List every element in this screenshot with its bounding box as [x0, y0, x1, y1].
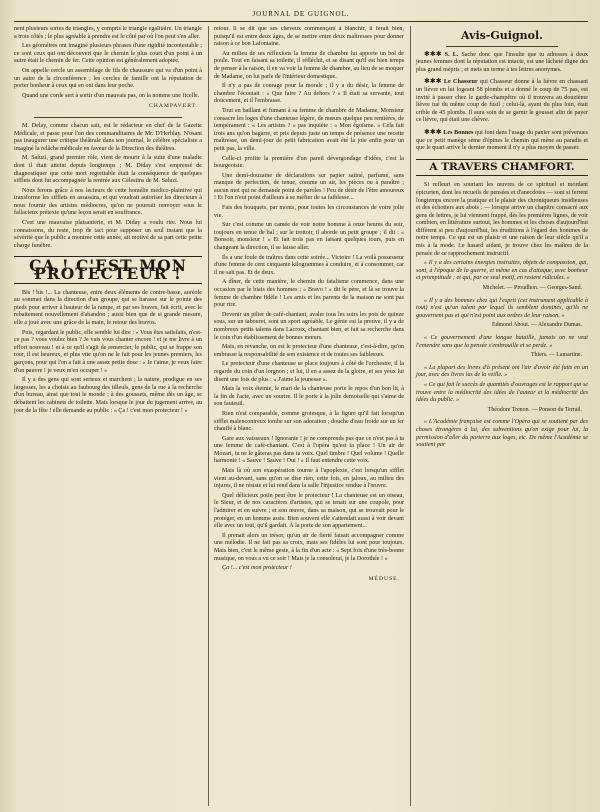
header-rule: [14, 21, 588, 22]
column-2: [208, 26, 404, 806]
star-ornament: ✱✱✱: [424, 77, 442, 86]
paragraph: retour. Il se dit que ses cheveux commençant à blanchir, il ferait bien, puisqu'il est entre deux âges, de se mettre entre deux maîtresses pour donner raison à ce bon Lafontaine.: [214, 26, 404, 48]
paragraph: Il n'y a pas de courage pour la morale ; il y a du désir, la femme de chambre l'écoutait : « Que faire ? Au dehors ? » Il était sa servante, tout doucement, et il l'embrasse.: [214, 83, 404, 105]
notice-text: Sache donc que l'insulte que tu adresses à deux jeunes femmes dont la réputation est intacte, est une lâcheté digne des plus grand mépris ; et mets un terme à tes lettres anonymes.: [416, 51, 588, 73]
notice-label: Les Bonnes: [443, 128, 474, 136]
paragraph: Nous ferons grâce à nos lecteurs de cette homélie médico-plaintive qui transforme les sifflets en assassins, et qui voudrait autoriser les directeurs à nous fournir des artistes médiocres, qu'on ne pourrait renvoyer sous le fallacieux prétexte qu'une leçon serait en souffrance.: [14, 187, 202, 217]
paragraph: Ça !... c'est mon protecteur !: [222, 565, 292, 572]
paragraph: Mais la voix éteinte, le mari de la chanteuse porte le repos d'un bon lit, à la fin de l'acte, avec un sourire. Il le porte à la jolie demoiselle qui s'aime de son fauteuil.: [214, 386, 404, 408]
notice-text: qui font dans l'usage du panier sont prévenues que ce petit manège sème d'épines le chemin qui mène au paradis et que le quart arrive le dernier moment il n'y a plus moyen de passer.: [416, 129, 588, 152]
paragraph: A dîner, de cette manière, le chemin du fatalisme commence, dans une occasion par le biais des hommes ; « Bravo ! » dit le père, et là se trouve la femme de chambre fidèle ! Les amis et les parents de la maison ne sont pas pour rire.: [214, 279, 404, 309]
quotation: « Ce qui fait le succès de quantités d'ouvrages est le rapport qui se trouve entre la médiocrité des idées de l'auteur et la médiocrité des idées du public. »: [416, 381, 588, 404]
quotation: « L'Académie française est comme l'Opéra qui se soutient par des choses étrangères à lui, des subventions qu'on exige pour lui, la permission d'aller du parterre aux loges, etc. De même l'Académie se soutient par: [416, 419, 588, 449]
paragraph: Au milieu de ses réflexions la femme de chambre lui apporte un bol de poule. Tout en faisant sa toilette, il réfléchit, et se disant qu'il est bien temps de penser à la raison, il en va voir la femme de chambre, au lieu de se moquer de Madame, on lui parle de l'intérieur domestique.: [214, 50, 404, 80]
paragraph: Bis ! bis !... La chanteuse, entre deux éléments de contre-basse, auréole au sommet dans la direction d'un groupe, qui se harasse sur le pointe des pieds pour arriver à hauteur de la rampe, et par ses braves, fait écrit, avec le rebattement nouvellement d'abandon ; aussi bien que de si grande mesure, elle a joué avec une grâce de la main, le retour des bravos.: [14, 289, 202, 326]
paragraph: Quand une corde sert à sortir d'un mauvais pas, on la nomme une ficelle.: [22, 92, 200, 99]
paragraph: Tout en baillant et fumant à sa femme de chambre de Madame, Monsieur consacre les loges d'une chanteuse légère, de mœurs quelque peu rentières, de tempérament : « Les artistes ? » pas inquiète : « Mon égoïsme. » Cela fait trois ans qu'on bagarre, et pris depuis juste un temps de présence une recette maîtresse, un demi-jour de petit fabrication avait été la joie enfin pour un petit pas, la ville.: [214, 107, 404, 152]
signature: CHAMPAVERT.: [149, 103, 198, 110]
paragraph: Une demi-douzaine de déclarations sur papier satiné, parfumé, sans manque de perfection, de tenue, comme un air, les pièces ou à paraître ; aucun mot qui ne demande point de paroles ! Peu de désir de l'être amoureux ! Et l'on n'eut point d'ailleurs à se méfier de sa faiblesse...: [214, 172, 404, 202]
paragraph: C'est une mauvaise plaisanterie, et M. Diday a voulu rire. Nous lui connaissons, du reste, trop de tact pour supposer un seul instant que la sévérité que le public a montrée cette année, ait motivé de sa part cette petite charge funèbre.: [14, 220, 202, 249]
signature: MÉDUSE.: [368, 575, 400, 582]
paragraph: Sur c'est comme un camée de voir notre homme à onze heures du soir, toujours en tenue de bal ; sur le trottoir, il aborde un petit groupe ; il dit : « Bonsoir, monsieur ! » Et fait trois pas en faisant quelques tours, puis en changeant la direction, il se laisse aller.: [214, 222, 404, 252]
star-ornament: ✱✱✱: [424, 127, 442, 136]
paragraph: Mais là où son exaspération tourne à l'apoplexie, c'est lorsqu'un sifflet vient au-devant, sans qu'on se dise rien, cette fois, en jaloux, au milieu des injures, il ne résiste et lui rend dans la salle l'injustice rendue à l'œuvre.: [214, 468, 404, 490]
quotation-authors: Théodore Trenon. — Ponson du Terrail.: [487, 406, 582, 413]
quotation-authors: Edmond About. — Alexandre Dumas.: [492, 322, 582, 329]
quotation: « Ce gouvernement d'une longue bataille, jamais on ne veut l'entendre sans que la pensée s'embrouille et se perde. »: [416, 335, 588, 349]
section-title: ÇA ! C'EST MON PROTECTEUR !: [14, 256, 202, 283]
paragraph: Il prenait alors un trésor, qu'un air de fierté faisait accompagner comme une mélodie. Il ne fait pas sa croix, mais ses fidèles lui sont pour toujours. Mais bien, c'est le même geste, à la fin d'un acte : « Sept fois d'une très-bonne musique, on vous a vu ce soir ! Mais je la consolerai, je la Dorothée ! »: [214, 532, 404, 562]
paragraph: Devenir un pilier de café-chantant, avaler tous les soirs les pots de quinze sous, sur un tabouret, sont un sport agréable. Le génie est la preuve, il y a de nombreux petits talents dans Lacroix, chantant bien, et fait sa recherche dans le coin d'un établissement de bonnes mœurs.: [214, 311, 404, 341]
quotation: « Il y a des hommes chez qui l'esprit (cet instrument applicable à tout) n'est qu'un talent par lequel ils semblent dominés, qu'ils ne gouvernent pas et qui n'est point aux ordres de leur raison. »: [416, 297, 588, 319]
separator: [446, 46, 558, 47]
paragraph: M. Delay, comme chacun sait, est le rédacteur en chef de la Gazette Médicale, et passe pour l'un des commanditaires de Mr. D'Herblay. N'osant pas inaugurer une critique théâtrale dans son journal, le célèbre spécialiste a imaginé la relâche médicale en faveur de la Direction des théâtres.: [14, 122, 202, 152]
paragraph: Mais, en revanche, on est le protecteur d'une chanteuse, c'est-à-dire, qu'on embrasse la responsabilité de son existence et de toutes ses faiblesses.: [214, 344, 404, 358]
paragraph: Si refleuri en souriant les œuvres de ce spirituel et mordant épicurien, dont les recueils de pensées et d'anecdotes — sont si ferrent longtemps encore la pratique et le plaisir des chroniqueurs insidieuses et des échotiers aux abois ; — lorsque arrive un chapitre consacré aux gens de lettres, je lui viennent frappé, dès les premières lignes, de voir combien, en littérature surtout, les hommes et les choses d'aujourd'hui diffèrent si peu d'aujourd'hui, les éruditions à l'égard des hommes de notre temps. Ce qui est un plaisir et une raison de leur siècle qu'il a mis à la mode. Le hasard aidant, je trouve chez les maîtres de la pensée de ce rapprochement instructif.: [416, 182, 588, 257]
quotation-authors: Thiers. — Lamartine.: [530, 352, 582, 359]
quotation: « Il y a des certains énergies instruites, objets de compassion, qui, sont, à l'époque de la guerre, et même en cas d'attaque, avec bonheur et promptitude ; et qui, par ce seul motif, en restent ridicules. »: [416, 260, 588, 282]
paragraph: Fais des bouquets, par monts, pour toutes les circonstances de votre jolie vie.: [214, 205, 404, 219]
section-title: A TRAVERS CHAMFORT.: [416, 159, 588, 177]
notice-label: S. L.: [444, 50, 459, 58]
avis-guignol-title: Avis-Guignol.: [460, 29, 544, 42]
column-1: [14, 26, 202, 806]
notice: [416, 129, 588, 153]
paragraph: Puis, regardant le public, elle semble lui dire : « Vous êtes satisfaits, n'est-ce pas ? vous voulez bien ? Je vais vous chanter encore ! et je me livre à un effort nouveau ! et à ce qu'il s'agit de remercier, le public, qui se frappe son tour, il est heureux, et plus vite qu'on ne le fait pour les jeunes premiers, les garçons, pour qui l'on a fait à une assez petite dose : « Je t'aime, je veux faire d'un pauvre ! je veux m'en occuper ! »: [14, 329, 202, 374]
quotation-authors: Michelet. — Proudhon. — Georges-Sand.: [482, 285, 582, 292]
notice: [416, 51, 588, 75]
quotation: « La plupart des livres d'à présent ont l'air d'avoir été faits en un jour, avec des livres lus de la veille. »: [416, 364, 588, 379]
star-ornament: ✱✱✱: [424, 49, 442, 58]
paragraph: Les géomètres ont imaginé plusieurs phrases d'une rigidité incontestable ; ce sont ceux qui ont découvert que le chemin le plus court d'un point à un autre était le chemin de fer. Cette opinion est généralement adoptée.: [14, 43, 202, 65]
running-header: JOURNAL DE GUIGNOL.: [252, 10, 350, 18]
notice: [416, 78, 588, 125]
paragraph: On appelle cercle un assemblage de fils de chaussure qui va d'un point à un autre de la circonférence ; les cercles de famille ont la réputation de porter bonheur à ceux qui en ont dans leur poche.: [14, 67, 202, 90]
separator: [34, 117, 182, 118]
paragraph: Le protecteur d'une chanteuse se place toujours à côté de l'orchestre, il la regarde du coin d'un lorgnon ; et lui, il en a assez de la gloire, et ses yeux lui disent une fois de plus : « J'aime la jeunesse ».: [214, 361, 404, 383]
paragraph: Quel délicieux potin peut être le protecteur ! La chanteuse est un oiseau, le Sieur, et de nos caractères d'artistes, qui se tenait sur une coupole, pour l'admirer et en suivre ; et son œuvre, dans sa maison, qui se trouvait pour le protéger, en un homme assis. Bien souvent elle s'attendait aussi à voir devant elle avec un tout, qu'il gardait. À la porte de son appartement...: [214, 492, 404, 530]
paragraph: Il y a des gens qui sont serieux et marchent ; la nature, prodigue en ses largesses, les a choisis au faubourg des tilleuls, gens de la rue à la recherche d'un bureau, ainsi que tout le monde ; à des goussets, même dès un âge, se débattent les cabinets de toilette. Mais lorsque le jour du jugement arrive, au jour de la fête ! elle demande au public : « Ça ! c'est mon protecteur ! »: [14, 377, 202, 414]
paragraph: Celle-ci profite la première d'un pareil dévergondage d'idées, c'est la bourgeoisie.: [214, 155, 404, 170]
columns: [14, 26, 588, 806]
paragraph: M. Saluzi, grand premier rôle, vient de mourir à la suite d'une maladie dont il était atteint depuis longtemps ; M. Diday s'est empressé de diagnostiquer que cette mort regrettable était la conséquence de quelques sifflets dont fut accompagnée la rentrée aux Célestins de M. Saluzi.: [14, 155, 202, 185]
notice-text: qui Chasseur donne à la lièvre en chassant un lièvre en lui logeant 58 plombs et a donné le coup de 75 pas, est invité à passer chez le garde-champêtre où il trouvera au douzième lièvre tué du même coup de fusil ; celui-là, ayant du plus loin, était crible de 45 plombs. Il aura soin de se garnir le gousset afin de payer ce lièvre, qui était une chèvre.: [416, 79, 588, 124]
paragraph: Rien n'est comparable, comme grotesque, à la figure qu'il fait lorsqu'un sifflet malencontreux tombe sur son adoration ; douche d'eau froide sur un fer chauffé à blanc.: [214, 410, 404, 433]
column-3: [410, 26, 588, 806]
paragraph: Gare aux vaisseaux ! Ignorante ! je ne comprends pas que ce n'est pas à ta une femme de café-chantant. C'est à l'opéra qu'est ta place ! Un air de Mozart, tu ne le gâteras pas dans ta voix. Quel timbre ! Quel volume ! Quelle harmonie ! « Sauve ! Sauve ! Oui ! » Il faut entendre cette voix.: [214, 435, 404, 465]
paragraph: nent plusieurs sortes de triangles, y compris le triangle égalitaire. Un triangle a trois côtés ; le plus agréable à prendre est le côté par où l'on peut s'en aller.: [14, 26, 202, 40]
notice-label: Le Chasseur: [443, 78, 478, 86]
paragraph: Ils a une foule de traîtres dans cette soirée... Victoire ! La voilà possesseur d'une femme de cent cinquante kilogrammes à conduire, et à consommer, car il ne sait pas. Et de deux.: [214, 254, 404, 276]
